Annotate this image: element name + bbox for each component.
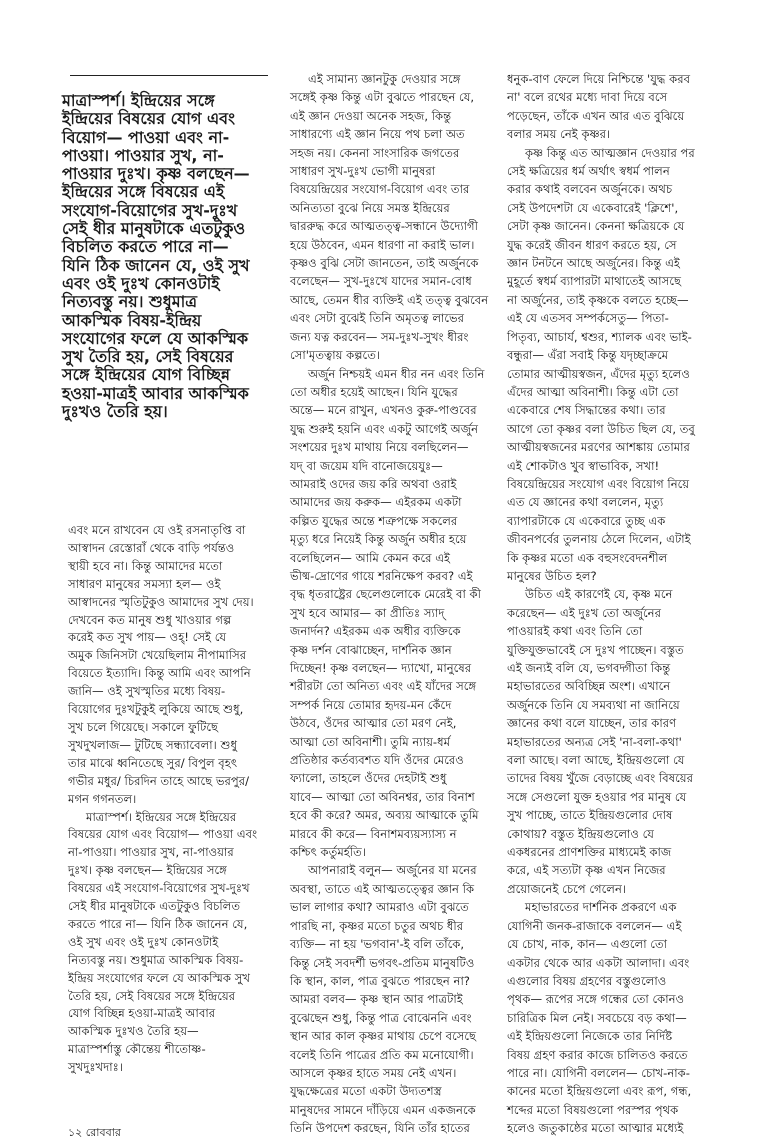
text-line: কৃষ্ণ দর্শন বোঝাচ্ছেন, দার্শনিক জ্ঞান (290, 642, 452, 657)
text-line: অনিত্যতা বুঝে নিয়ে সমস্ত ইন্দ্রিয়ের (290, 200, 450, 215)
text-line: সুখদুঃখদাঃ। (68, 1060, 123, 1075)
text-line: আমাদের জয় করুক— এইরকম একটা (290, 495, 462, 510)
text-line: এত যে জ্ঞানের কথা বললেন, মৃত্যু (507, 495, 664, 510)
text-line: তিনি উপদেশ করছেন, যিনি তাঁর হাতের (290, 1121, 470, 1136)
paragraph (507, 144, 715, 586)
text-line: যে চোখ, নাক, কান— এগুলো তো (507, 937, 668, 952)
text-line: এই জন্যই বলি যে, ভগবদ্গীতা কিন্তু (507, 661, 671, 675)
text-line: উঠবে, ওঁদের আত্মার তো মরণ নেই, (290, 716, 457, 731)
paragraph (68, 809, 278, 1078)
text-line: বিষয়েন্দ্রিয়ের সংযোগ-বিয়োগ এবং তার (290, 182, 470, 197)
paragraph (507, 585, 715, 898)
text-line: বলার সময় নেই কৃষ্ণর। (507, 127, 611, 142)
text-line: অর্জুনকে তিনি যে সমব্যথা না জানিয়ে (507, 697, 680, 712)
text-line: মৃত্যু ধরে নিয়েই কিন্তু অর্জুন অধীর হয়ে (290, 532, 467, 547)
text-line: করেছেন— এই দুঃখ তো অর্জুনের (507, 605, 661, 620)
text-line: এবং সেটা বুঝেই তিনি অমৃতত্ব লাভের (290, 311, 464, 326)
text-line: হবে কী করে? অমর, অব্যয় আত্মাকে তুমি (290, 808, 479, 823)
text-line: তাদের বিষয় খুঁজে বেড়াচ্ছে এবং বিষয়ের (507, 771, 693, 786)
text-line: পারে না। যোগিনী বললেন— চোখ-নাক- (507, 1065, 690, 1080)
text-line: এই জ্ঞান দেওয়া অনেক সহজ, কিন্তু (290, 108, 452, 123)
text-line: না অর্জুনের, তাই কৃষ্ণকে বলতে হচ্ছে— (507, 292, 689, 307)
column-left (68, 522, 278, 1077)
text-line: প্রতিষ্ঠার কর্তব্যবশত যদি ওঁদের মেরেও (290, 753, 464, 768)
text-line: এই ইন্দ্রিয়গুলো নিজেকে তার নির্দিষ্ট (507, 1029, 673, 1044)
text-line: দ্বাররুদ্ধ করে আত্মতত্ত্ব-সন্ধানে উদ্যোগী (290, 219, 478, 234)
text-line: স্থান আর কাল কৃষ্ণর মাথায় চেপে বসেছে (290, 1029, 477, 1044)
text-line: মহাভারতের অবিচ্ছিন্ন অংশ। এখানে (507, 679, 671, 694)
text-line: আগে তো কৃষ্ণর বলা উচিত ছিল যে, তবু (507, 421, 695, 436)
text-line: ব্যক্তি— না হয় 'ভগবান'-ই বলি তাঁকে, (290, 937, 465, 952)
text-line: আছে, তেমন ধীর ব্যক্তিই এই তত্ত্ব বুঝবেন (290, 292, 489, 307)
text-line: জ্ঞান টনটনে আছে অর্জুনের। কিন্তু এই (507, 256, 680, 271)
text-line: মগন গগনতল। (68, 791, 137, 806)
paragraph (507, 898, 715, 1137)
text-line: চারিত্রিক মিল নেই। সবচেয়ে বড় কথা— (507, 1010, 687, 1025)
paragraph (290, 70, 498, 365)
text-line: এই সামান্য জ্ঞানটুকু দেওয়ার সঙ্গে (308, 72, 461, 86)
text-line: সেই ধীর মানুষটাকে এতটুকুও বিচলিত (68, 899, 241, 914)
text-line: কিন্তু সেই সবদর্শী ভগবৎ-প্রতিম মানুষটিও (290, 955, 475, 970)
text-line: এগুলোর বিষয় গ্রহণের বস্তুগুলোও (507, 973, 667, 988)
text-line: আস্বাদন রেস্তোরাঁ থেকে বাড়ি পর্যন্তও (68, 540, 235, 555)
text-line: জীবনপর্বের তুলনায় ঠেলে দিলেন, এটাই (507, 532, 691, 547)
text-line: বলেছেন— সুখ-দুঃখে যাদের সমান-বোধ (290, 274, 472, 289)
text-line: পৃথক— রূপের সঙ্গে গন্ধের তো কোনও (507, 992, 685, 1007)
pull-quote-line: পাওয়া। পাওয়ার সুখ, না- (62, 145, 224, 165)
text-line: তো অধীর হয়েই আছেন। যিনি যুদ্ধের (290, 384, 458, 399)
text-line: সাধারণ্যে এই জ্ঞান নিয়ে পথ চলা অত (290, 127, 465, 142)
text-line: আত্মীয়স্বজনের মরণের আশঙ্কায় তোমার (507, 440, 690, 455)
text-line: তার মাঝে ধ্বনিতেছে সুর/ বিপুল বৃহৎ (68, 755, 238, 770)
pull-quote-line: সেই ধীর মানুষটাকে এতটুকুও (62, 219, 246, 239)
text-line: যুক্তিযুক্তভাবেই সে দুঃখ পাচ্ছেন। বস্তুত (507, 642, 684, 657)
text-line: এই যে এতসব সম্পর্কসেতু— পিতা- (507, 311, 669, 326)
text-line: বলেছিলেন— আমি কেমন করে এই (290, 550, 451, 565)
pull-quote-line: আকস্মিক বিষয়-ইন্দ্রিয় (62, 310, 202, 330)
text-line: আপনারাই বলুন— অর্জুনের যা মনের (308, 863, 477, 878)
text-line: দুঃখ। কৃষ্ণ বলছেন— ইন্দ্রিয়ের সঙ্গে (68, 863, 227, 878)
text-line: এই শোকটাও খুব স্বাভাবিক, সখা! (507, 458, 660, 473)
text-line: অন্তে— মনে রাখুন, এখনও কুরু-পাণ্ডবের (290, 403, 477, 418)
text-line: কি স্থান, কাল, পাত্র বুঝতে পারছেন না? (290, 973, 470, 988)
pull-quote-line: বিচলিত করতে পারে না— (62, 237, 229, 257)
pull-quote-line: মাত্রাস্পর্শ। ইন্দ্রিয়ের সঙ্গে (62, 91, 215, 110)
text-line: জনার্দন? এইরকম এক অধীর ব্যক্তিকে (290, 624, 461, 639)
pull-quote (62, 92, 277, 421)
text-line: কোথায়? বস্তুত ইন্দ্রিয়গুলোও যে (507, 826, 654, 841)
text-line: প্রয়োজনেই চেপে গেলেন। (507, 881, 627, 896)
text-line: সুখ পাচ্ছে, তাতে ইন্দ্রিয়গুলোর দোষ (507, 808, 673, 823)
text-line: মহাভারতের দার্শনিক প্রকরণে এক (525, 900, 677, 915)
text-line: করে, এই সত্যটা কৃষ্ণ এখন নিজের (507, 863, 666, 878)
paragraph (507, 70, 715, 144)
paragraph (290, 365, 498, 862)
text-line: উচিত এই কারণেই যে, কৃষ্ণ মনে (525, 587, 673, 602)
text-line: নিত্যবস্তু নয়। শুধুমাত্র আকস্মিক বিষয়- (68, 952, 244, 967)
text-line: বিয়েতে ইত্যাদি। কিন্তু আমি এবং আপনি (68, 666, 251, 681)
text-line: কশ্চিৎ কর্তুমর্হতি। (290, 845, 367, 860)
text-line: যুদ্ধক্ষেত্রের মতো একটা উদ্যতশস্ত্র (290, 1084, 442, 1099)
text-line: পারছি না, কৃষ্ণর মতো চতুর অথচ ধীর (290, 918, 464, 933)
text-line: পিতৃব্য, আচার্য, শ্বশুর, শ্যালক এবং ভাই- (507, 329, 692, 344)
text-line: সেটা কৃষ্ণ জানেন। কেননা ক্ষত্রিয়কে যে (507, 219, 685, 234)
text-line: সুখ চলে গিয়েছে। সকালে ফুটিছে (68, 719, 219, 734)
text-line: বিয়োগের দুঃখটুকুই লুকিয়ে আছে শুধু, (68, 702, 244, 717)
text-line: বিষয়ের এই সংযোগ-বিয়োগের সুখ-দুঃখ (68, 881, 250, 896)
text-line: গভীর মধুর/ চিরদিন তাহে আছে ভরপুর/ (68, 773, 250, 788)
text-line: ফ্যালো, তাহলে ওঁদের দেহটাই শুধু (290, 771, 447, 786)
page-footer: ১২ রোববার (68, 1126, 121, 1139)
text-line: মুহূর্তে স্বধর্ম ব্যাপারটা মাথাতেই আসছে (507, 274, 682, 289)
text-line: দিচ্ছেন! কৃষ্ণ বলছেন— দ্যাখো, মানুষের (290, 661, 472, 675)
text-line: বুঝেছেন শুধু, কিন্তু পাত্র বোঝেননি এবং (290, 1010, 472, 1025)
text-line: দেখবেন কত মানুষ শুধু খাওয়ার গল্প (68, 612, 232, 627)
text-line: যদ্ বা জয়েম যদি বানোজয়েযুঃ— (290, 458, 443, 473)
text-line: ইন্দ্রিয় সংযোগের ফলে যে আকস্মিক সুখ (68, 970, 250, 985)
text-line: সেই ক্ষত্রিয়ের ধর্ম অর্থাৎ স্বধর্ম পালন (507, 164, 670, 179)
text-line: করার কথাই বলবেন অর্জুনকে। অথচ (507, 182, 673, 197)
text-line: জ্ঞানের কথা বলে যাচ্ছেন, তার কারণ (507, 716, 677, 731)
text-line: ভীষ্ম-দ্রোণের গায়ে শরনিক্ষেপ করব? এই (290, 568, 473, 583)
text-line: সাধারণ সুখ-দুঃখ ভোগী মানুষরা (290, 164, 436, 179)
text-line: সাধারণ মানুষের সমস্যা হল— ওই (68, 576, 221, 591)
text-line: এঁদের আত্মা অবিনাশী। কিন্তু এটা তো (507, 384, 679, 399)
text-line: করতে পারে না— যিনি ঠিক জানেন যে, (68, 916, 248, 931)
text-line: সেই উপদেশটা যে একেবারেই 'ক্লিশে', (507, 200, 679, 215)
text-line: হয়ে উঠবেন, এমন ধারণা না করাই ভাল। (290, 237, 475, 252)
text-line: কৃষ্ণও বুঝি সেটা জানতেন, তাই অর্জুনকে (290, 256, 479, 271)
paragraph (68, 522, 278, 809)
text-line: মানুষের উচিত হল? (507, 568, 597, 583)
text-line: আস্বাদনের স্মৃতিটুকুও আমাদের সুখ দেয়। (68, 594, 254, 609)
text-line: বলেই তিনি পাত্রের প্রতি কম মনোযোগী। (290, 1047, 474, 1062)
text-line: অমুক জিনিসটা খেয়েছিলাম নীপামাসির (68, 648, 247, 663)
text-line: সুখ হবে আমার— কা প্রীতিঃ স্যাদ্ (290, 605, 445, 620)
text-line: আত্মা তো অবিনাশী। তুমি ন্যায়-ধর্ম (290, 734, 451, 749)
column-right (507, 70, 715, 1138)
column-middle (290, 70, 498, 1138)
text-line: কানের মতো ইন্দ্রিয়গুলো এবং রূপ, গন্ধ, (507, 1084, 692, 1099)
text-line: শরীরটা তো অনিত্য এবং এই যাঁদের সঙ্গে (290, 679, 477, 694)
text-line: সংশয়ের দুঃখ মাথায় নিয়ে বলছিলেন— (290, 440, 469, 455)
text-line: মাত্রাস্পর্শাস্তু কৌন্তেয় শীতোষ্ণ- (68, 1042, 206, 1057)
text-line: হলেও জতুকাষ্ঠের মতো আত্মার মধ্যেই (507, 1121, 684, 1136)
text-line: যোগ বিচ্ছিন্ন হওয়া-মাত্রই আবার (68, 1006, 216, 1021)
text-line: না-পাওয়া। পাওয়ার সুখ, না-পাওয়ার (68, 845, 234, 860)
text-line: এবং মনে রাখবেন যে ওই রসনাতৃপ্তি বা (68, 523, 246, 537)
text-line: একটার থেকে আর একটা আলাদা। এবং (507, 955, 690, 970)
text-line: অর্জুন নিশ্চয়ই এমন ধীর নন এবং তিনি (308, 366, 485, 381)
text-line: যোগিনী জনক-রাজাকে বললেন— এই (507, 918, 682, 933)
pull-quote-line: এবং ওই দুঃখ কোনওটাই (62, 273, 220, 293)
text-line: সহজ নয়। কেননা সাংসারিক জগতের (290, 145, 460, 160)
pull-quote-line: ইন্দ্রিয়ের বিষয়ের যোগ এবং (62, 109, 235, 129)
text-line: যুদ্ধ করেই জীবন ধারণ করতে হয়, সে (507, 237, 677, 252)
text-line: মারবে কী করে— বিনাশমব্যয়স্যাস্য ন (290, 826, 457, 841)
text-line: ওই সুখ এবং ওই দুঃখ কোনওটাই (68, 934, 219, 949)
text-line: বিষয়েন্দ্রিয়ের সংযোগ এবং বিয়োগ নিয়ে (507, 476, 690, 491)
text-line: শব্দের মতো বিষয়গুলো পরস্পর পৃথক (507, 1102, 679, 1117)
text-line: সঙ্গেই কৃষ্ণ কিন্তু এটা বুঝতে পারছেন যে, (290, 90, 475, 105)
text-line: বন্ধুরা— এঁরা সবাই কিন্তু যদৃচ্ছাক্রমে (507, 348, 669, 363)
pull-quote-line: নিত্যবস্তু নয়। শুধুমাত্র (62, 292, 198, 312)
pull-quote-line: দুঃখও তৈরি হয়। (62, 402, 168, 422)
text-line: যাবে— আত্মা তো অবিনশ্বর, তার বিনাশ (290, 789, 475, 804)
pull-quote-line: সংযোগের ফলে যে আকস্মিক (62, 328, 249, 348)
text-line: ধনুক-বাণ ফেলে দিয়ে নিশ্চিন্তে 'যুদ্ধ করব (507, 72, 691, 86)
text-line: সো'মৃতত্বায় কল্পতে। (290, 348, 381, 363)
text-line: আসলে কৃষ্ণর হাতে সময় নেই এখন। (290, 1065, 457, 1080)
text-line: কি কৃষ্ণর মতো এক বহুসংবেদনশীল (507, 550, 668, 565)
text-line: বৃদ্ধ ধৃতরাষ্ট্রের ছেলেগুলোকে মেরেই বা কী (290, 587, 481, 602)
pull-quote-line: সুখ তৈরি হয়, সেই বিষয়ের (62, 347, 234, 367)
text-line: আমরাই ওদের জয় করি অথবা ওরাই (290, 476, 457, 491)
text-line: আকস্মিক দুঃখও তৈরি হয়— (68, 1024, 199, 1039)
text-line: তোমার আত্মীয়স্বজন, এঁদের মৃত্যু হলেও (507, 366, 690, 381)
pull-quote-line: পাওয়ার দুঃখ। কৃষ্ণ বলছেন— (62, 164, 250, 184)
paragraph (290, 861, 498, 1137)
text-line: ভাল লাগার কথা? আমরাও এটা বুঝতে (290, 900, 469, 915)
pull-quote-line: যিনি ঠিক জানেন যে, ওই সুখ (62, 255, 250, 275)
text-line: তৈরি হয়, সেই বিষয়ের সঙ্গে ইন্দ্রিয়ের (68, 988, 236, 1003)
text-line: পড়েছেন, তাঁকে এখন আর এত বুঝিয়ে (507, 108, 685, 123)
pull-quote-line: সঙ্গে ইন্দ্রিয়ের যোগ বিচ্ছিন্ন (62, 365, 230, 385)
text-line: সঙ্গে সেগুলো যুক্ত হওয়ার পর মানুষ যে (507, 789, 687, 804)
text-line: একেবারে শেষ সিদ্ধান্তের কথা। তার (507, 403, 666, 418)
pull-quote-line: হওয়া-মাত্রই আবার আকস্মিক (62, 383, 249, 403)
text-line: সুখদুখলাজ— টুটিছে সন্ধ্যাবেলা। শুধু (68, 737, 237, 752)
text-line: একধরনের প্রাণশক্তির মাধ্যমেই কাজ (507, 845, 672, 860)
text-line: বিষয়ের যোগ এবং বিয়োগ— পাওয়া এবং (68, 827, 258, 842)
column-rule (70, 75, 268, 76)
text-line: বিষয় গ্রহণ করার কাজে চালিতও করতে (507, 1047, 688, 1062)
text-line: অবস্থা, তাতে এই আত্মতত্ত্বের জ্ঞান কি (290, 881, 475, 896)
text-line: যুদ্ধ শুরুই হয়নি এবং একটু আগেই অর্জুন (290, 421, 479, 436)
text-line: মাত্রাস্পর্শ। ইন্দ্রিয়ের সঙ্গে ইন্দ্রিয়ের (86, 809, 237, 824)
pull-quote-line: ইন্দ্রিয়ের সঙ্গে বিষয়ের এই (62, 182, 225, 202)
text-line: জানি— ওই সুখস্মৃতির মধ্যে বিষয়- (68, 684, 226, 699)
pull-quote-line: সংযোগ-বিয়োগের সুখ-দুঃখ (62, 200, 238, 220)
text-line: মহাভারতের অন্যত্র সেই 'না-বলা-কথা' (507, 734, 682, 749)
text-line: সম্পর্ক নিয়ে তোমার হৃদয়-মন কেঁদে (290, 697, 452, 712)
text-line: ব্যাপারটাকে যে একেবারে তুচ্ছ এক (507, 513, 666, 528)
text-line: পাওয়ারই কথা এবং তিনি তো (507, 624, 643, 639)
text-line: করেই কত সুখ পায়— ওহ্! সেই যে (68, 630, 227, 645)
text-line: স্থায়ী হবে না। কিন্তু আমাদের মতো (68, 558, 223, 573)
text-line: মানুষদের সামনে দাঁড়িয়ে এমন একজনকে (290, 1102, 476, 1117)
text-line: না' বলে রথের মধ্যে দাবা দিয়ে বসে (507, 90, 668, 105)
text-line: বলা আছে। বলা আছে, ইন্দ্রিয়গুলো যে (507, 753, 685, 768)
text-line: জন্য যত্ন করবেন— সম-দুঃখ-সুখং ধীরং (290, 329, 469, 344)
pull-quote-line: বিয়োগ— পাওয়া এবং না- (62, 127, 230, 147)
text-line: কল্পিত যুদ্ধের অন্তে শত্রুপক্ষে সকলের (290, 513, 458, 528)
text-line: কৃষ্ণ কিন্তু এত আত্মজ্ঞান দেওয়ার পর (525, 145, 695, 160)
text-line: আমরা বলব— কৃষ্ণ স্থান আর পাত্রটাই (290, 992, 463, 1007)
